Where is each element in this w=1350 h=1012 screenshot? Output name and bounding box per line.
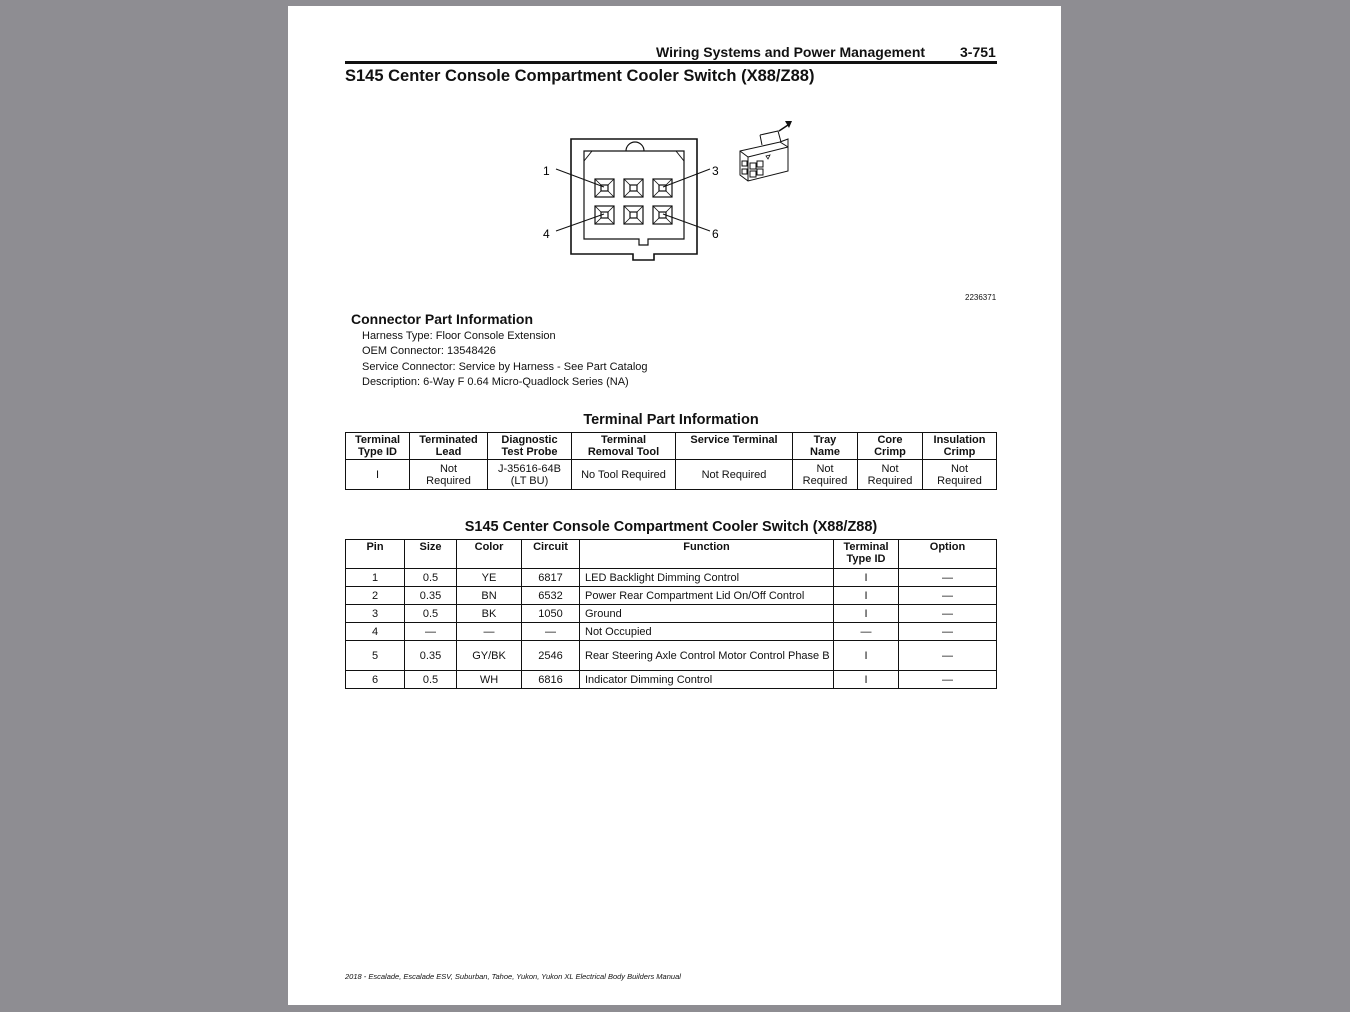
terminal-type-cell: I [834, 587, 899, 605]
terminal-type-cell: I [834, 671, 899, 689]
column-header: Service Terminal [676, 433, 793, 460]
page-footer: 2018 - Escalade, Escalade ESV, Suburban, Tahoe, Yukon, Yukon XL Electrical Body Builders Manual [345, 972, 681, 981]
page-number: 3-751 [960, 44, 996, 60]
column-header: Insulation Crimp [923, 433, 997, 460]
pinout-table [345, 539, 997, 689]
size-cell: — [405, 623, 457, 641]
circuit-cell: 6817 [522, 569, 580, 587]
color-cell: BN [457, 587, 522, 605]
terminal-type-cell: — [834, 623, 899, 641]
function-cell: Not Occupied [580, 623, 834, 641]
connector-info-heading: Connector Part Information [351, 311, 534, 327]
connector-diagram [538, 111, 818, 271]
header-rule [345, 61, 997, 64]
function-cell: LED Backlight Dimming Control [580, 569, 834, 587]
column-header: Option [899, 540, 997, 569]
table-cell: No Tool Required [572, 460, 676, 490]
terminal-info-table [345, 432, 997, 490]
table-cell: Not Required [793, 460, 858, 490]
table-cell: J-35616-64B (LT BU) [488, 460, 572, 490]
pin-cell: 5 [346, 641, 405, 671]
service-connector: Service Connector: Service by Harness - See Part Catalog [362, 361, 648, 373]
manual-page [288, 6, 1061, 1005]
table-row [346, 671, 997, 689]
table-row [346, 605, 997, 623]
pin-cell: 3 [346, 605, 405, 623]
table-row [346, 623, 997, 641]
column-header: Size [405, 540, 457, 569]
terminal-info-heading: Terminal Part Information [583, 412, 759, 428]
circuit-cell: — [522, 623, 580, 641]
size-cell: 0.35 [405, 641, 457, 671]
circuit-cell: 1050 [522, 605, 580, 623]
pin-label-1: 1 [543, 164, 550, 178]
table-row [346, 569, 997, 587]
circuit-cell: 6532 [522, 587, 580, 605]
figure-id: 2236371 [965, 293, 997, 302]
terminal-type-cell: I [834, 641, 899, 671]
table-cell: Not Required [410, 460, 488, 490]
pinout-heading: S145 Center Console Compartment Cooler Switch (X88/Z88) [464, 519, 878, 535]
harness-type: Harness Type: Floor Console Extension [362, 330, 556, 342]
connector-description: Description: 6-Way F 0.64 Micro-Quadlock Series (NA) [362, 376, 629, 388]
section-header: Wiring Systems and Power Management [656, 44, 926, 60]
option-cell: — [899, 587, 997, 605]
table-row [346, 460, 997, 490]
pin-label-6: 6 [712, 227, 719, 241]
color-cell: YE [457, 569, 522, 587]
column-header: Tray Name [793, 433, 858, 460]
table-cell: Not Required [676, 460, 793, 490]
function-cell: Ground [580, 605, 834, 623]
table-row [346, 587, 997, 605]
table-cell: Not Required [858, 460, 923, 490]
pin-cell: 4 [346, 623, 405, 641]
color-cell: BK [457, 605, 522, 623]
column-header: Terminal Type ID [346, 433, 410, 460]
function-cell: Rear Steering Axle Control Motor Control Phase B [580, 641, 834, 671]
column-header: Color [457, 540, 522, 569]
column-header: Terminal Removal Tool [572, 433, 676, 460]
terminal-type-cell: I [834, 569, 899, 587]
color-cell: GY/BK [457, 641, 522, 671]
column-header: Pin [346, 540, 405, 569]
table-cell: Not Required [923, 460, 997, 490]
oem-connector: OEM Connector: 13548426 [362, 345, 496, 357]
color-cell: WH [457, 671, 522, 689]
size-cell: 0.5 [405, 569, 457, 587]
size-cell: 0.5 [405, 605, 457, 623]
option-cell: — [899, 605, 997, 623]
column-header: Core Crimp [858, 433, 923, 460]
color-cell: — [457, 623, 522, 641]
option-cell: — [899, 641, 997, 671]
column-header: Terminal Type ID [834, 540, 899, 569]
column-header: Circuit [522, 540, 580, 569]
table-header-row [346, 540, 997, 569]
size-cell: 0.5 [405, 671, 457, 689]
function-cell: Power Rear Compartment Lid On/Off Control [580, 587, 834, 605]
pin-cell: 1 [346, 569, 405, 587]
option-cell: — [899, 569, 997, 587]
pin-cell: 6 [346, 671, 405, 689]
pin-label-4: 4 [543, 227, 550, 241]
table-header-row [346, 433, 997, 460]
option-cell: — [899, 671, 997, 689]
circuit-cell: 6816 [522, 671, 580, 689]
table-cell: I [346, 460, 410, 490]
circuit-cell: 2546 [522, 641, 580, 671]
size-cell: 0.35 [405, 587, 457, 605]
column-header: Terminated Lead [410, 433, 488, 460]
pin-cell: 2 [346, 587, 405, 605]
page-title: S145 Center Console Compartment Cooler Switch (X88/Z88) [345, 67, 815, 85]
pin-label-3: 3 [712, 164, 719, 178]
table-row [346, 641, 997, 671]
terminal-type-cell: I [834, 605, 899, 623]
column-header: Function [580, 540, 834, 569]
function-cell: Indicator Dimming Control [580, 671, 834, 689]
option-cell: — [899, 623, 997, 641]
column-header: Diagnostic Test Probe [488, 433, 572, 460]
